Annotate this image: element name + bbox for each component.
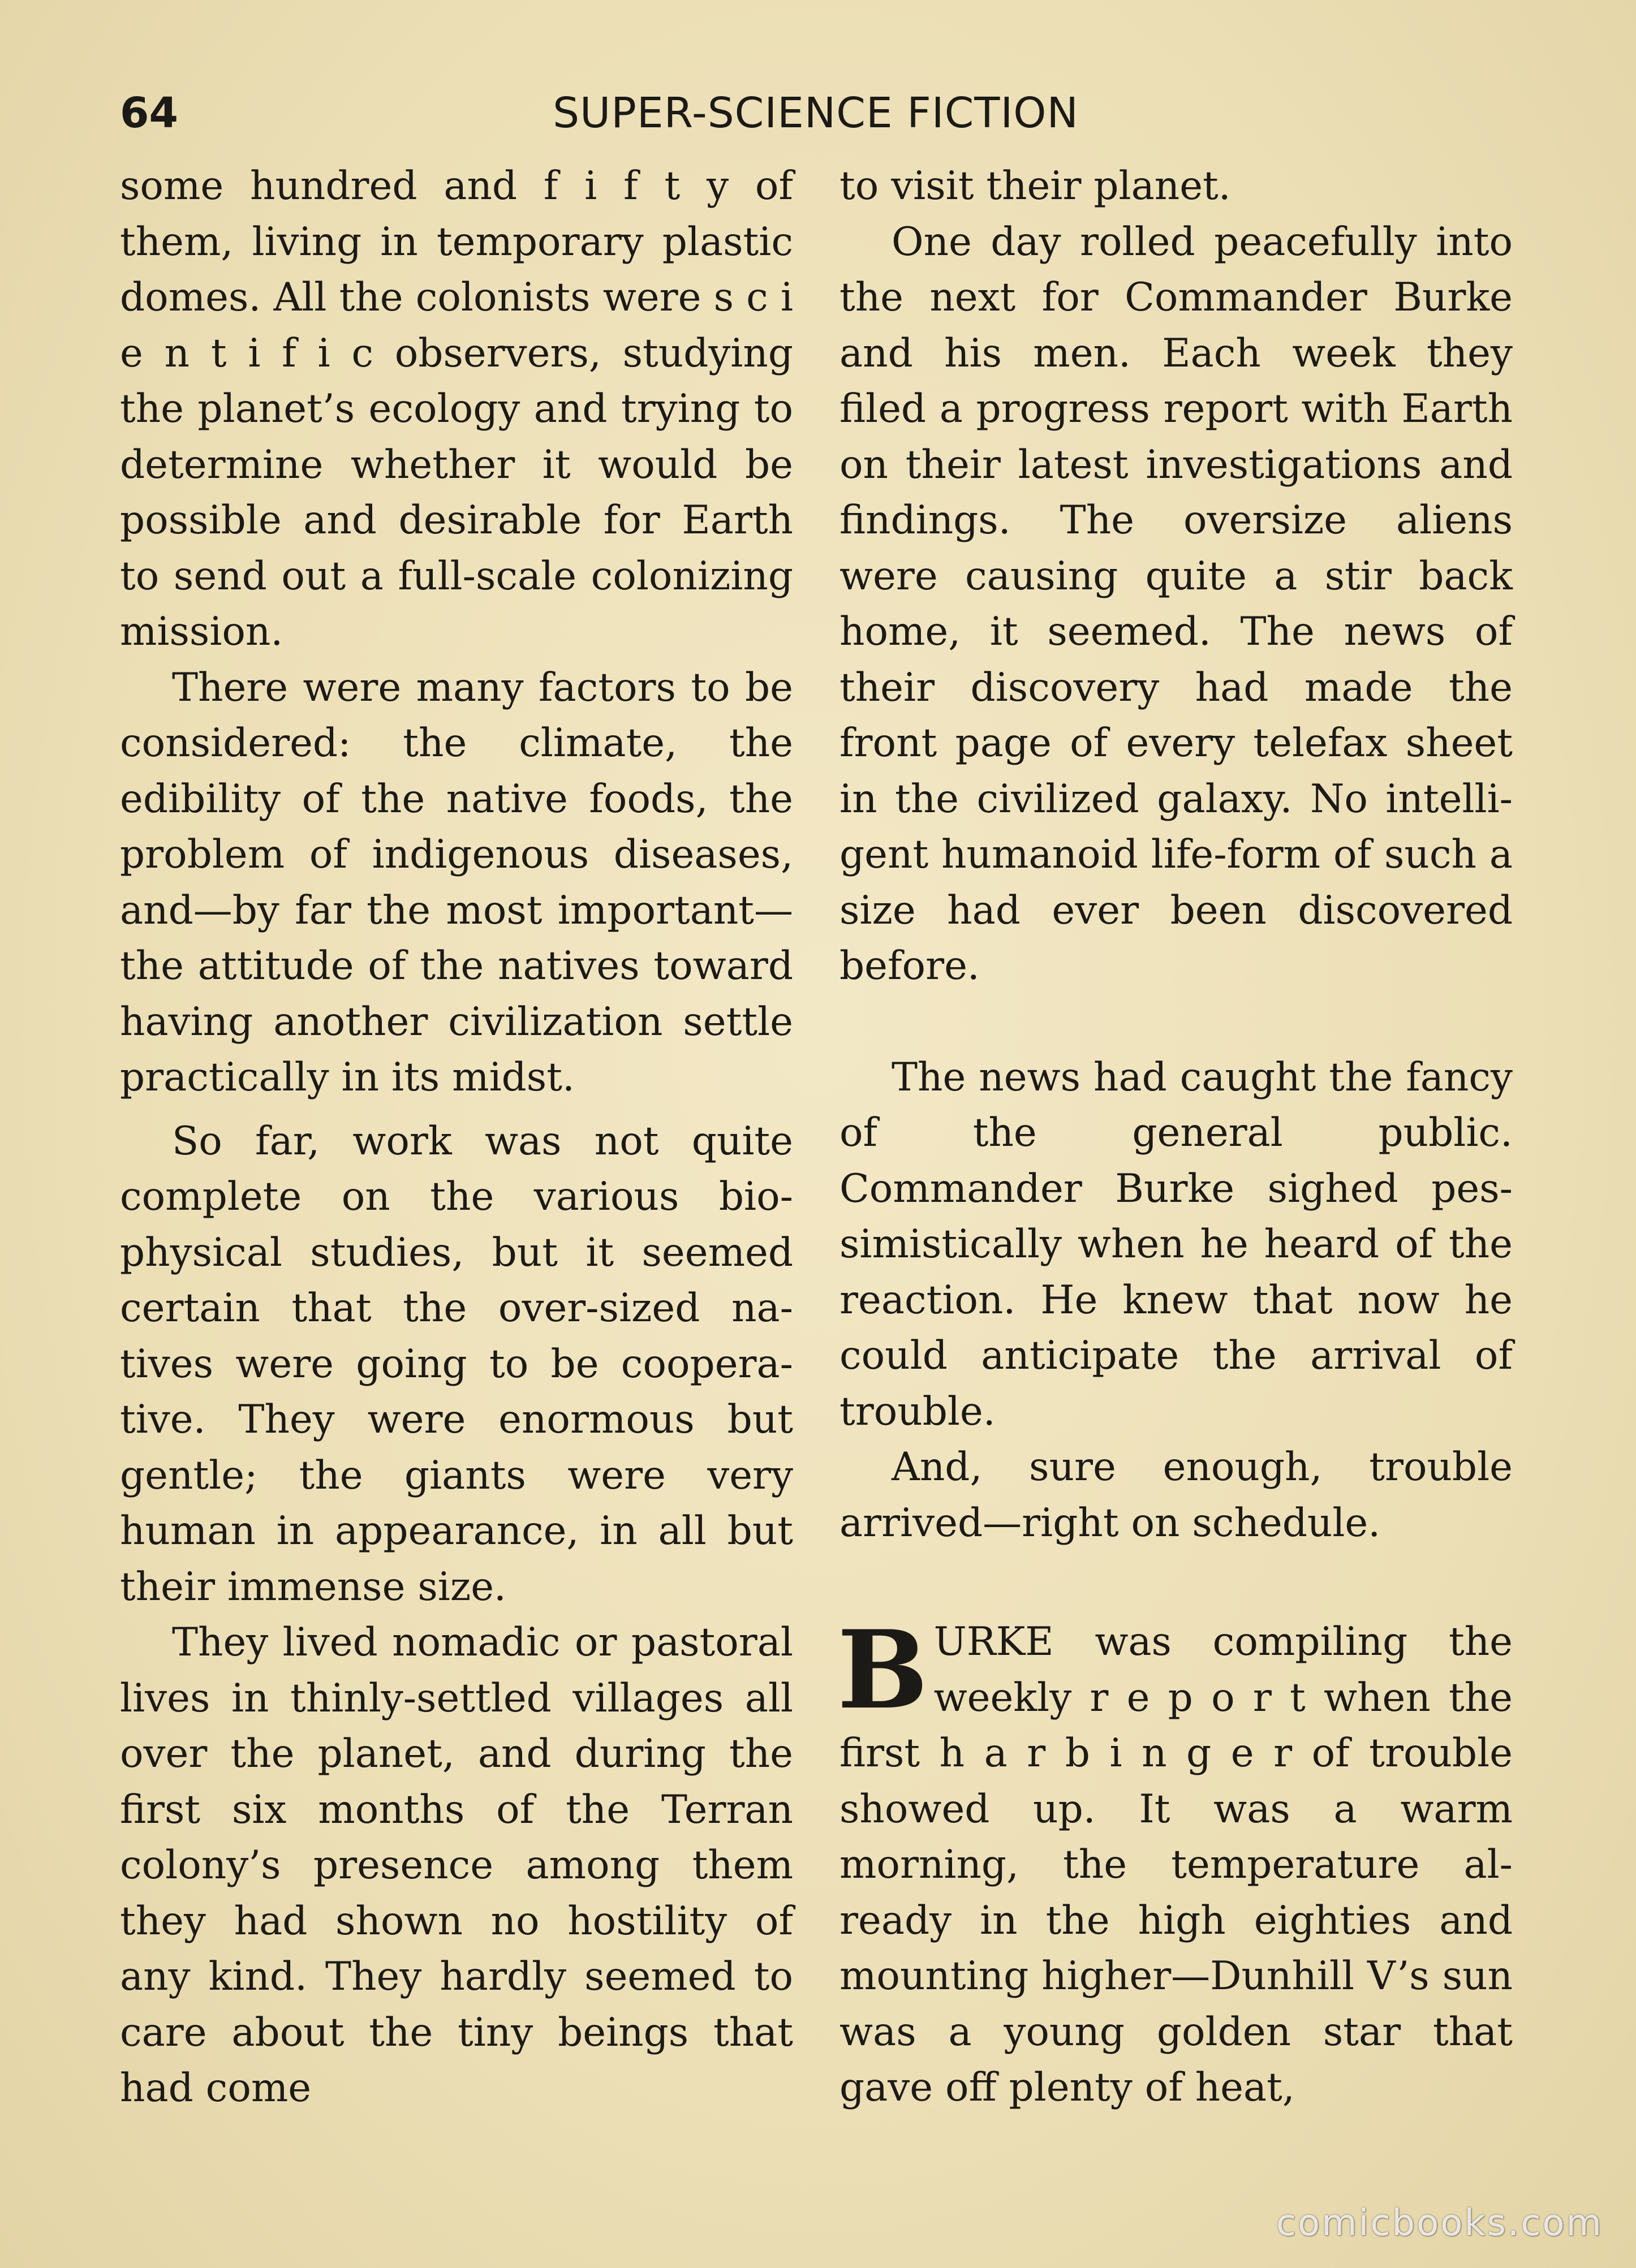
paragraph: One day rolled peacefully into the next for Commander Burke and his men. Each week they filed a progress report with Earth on their latest investigations and findings. The oversize aliens were causing quite a stir back home, it seemed. The news of their discovery had made the front page of every telefax sheet in the civilized galaxy. No intelligent humanoid life-form of such a size had ever been discovered before. bbox=[839, 219, 1513, 989]
paragraph: And, sure enough, trouble arrived—right on schedule. bbox=[839, 1445, 1513, 1546]
left-column bbox=[120, 158, 793, 2116]
paragraph: The news had caught the fancy of the general public. Commander Burke sighed pessimistically when he heard of the reaction. He knew that now he could anticipate the arrival of trouble. bbox=[839, 1054, 1513, 1434]
paragraph: some hundred and f i f t y of them, living in temporary plastic domes. All the colonists were s c i e n t i f i c observers, studying the planet’s ecology and trying to determine whether it would be possible and desirable for Earth to send out a full-scale colonizing mission. bbox=[120, 163, 793, 654]
paragraph: There were many factors to be considered: the climate, the edibility of the native foods, the problem of indigenous diseases, and—by far the most important—the attitude of the natives toward having another civilization settle practically in its midst. bbox=[120, 665, 793, 1100]
paragraph: So far, work was not quite complete on the various biophysical studies, but it seemed certain that the over-sized natives were going to be cooperative. They were enormous but gentle; the giants were very human in appearance, in all but their immense size. bbox=[120, 1118, 793, 1610]
right-column bbox=[839, 158, 1513, 2116]
paragraph: URKE was compiling the weekly r e p o r t when the first h a r b i n g e r of trouble showed up. It was a warm morning, the temperature already in the high eighties and mounting higher—Dunhill V’s sun was a young golden star that gave off plenty of heat, bbox=[839, 1619, 1513, 2110]
page-number: 64 bbox=[120, 89, 178, 137]
drop-cap: B bbox=[837, 1607, 928, 1733]
running-head: SUPER-SCIENCE FICTION bbox=[553, 89, 1079, 137]
page-header bbox=[120, 79, 1512, 147]
paragraph: They lived nomadic or pastoral lives in thinly-settled villages all over the planet, and during the first six months of the Terran colony’s presence among them they had shown no hostility of any kind. They hardly seemed to care about the tiny beings that had come bbox=[120, 1620, 793, 2111]
watermark: comicbooks.com bbox=[1276, 2202, 1603, 2244]
section-start bbox=[837, 1607, 1513, 2116]
paragraph: to visit their planet. bbox=[839, 163, 1231, 209]
